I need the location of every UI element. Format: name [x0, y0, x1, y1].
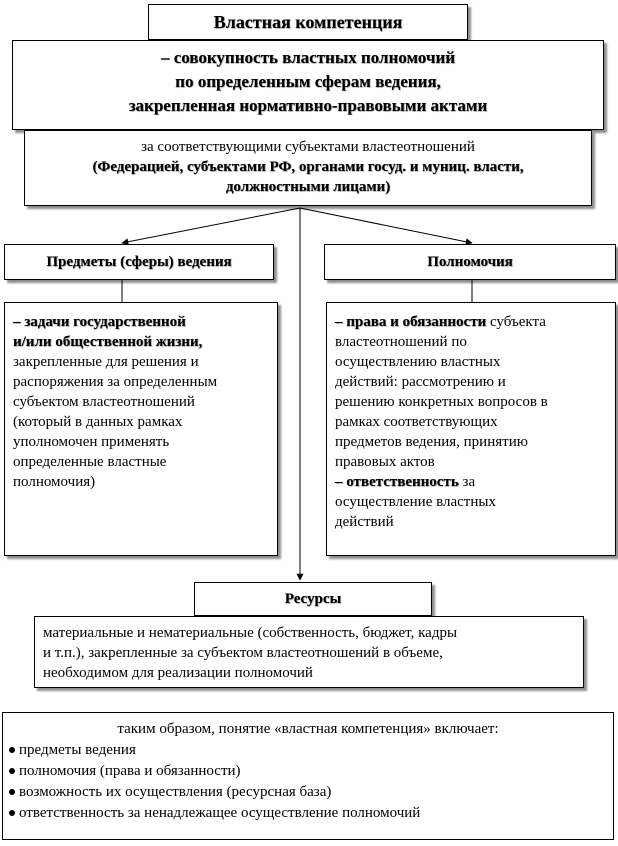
summary-item-3: возможность их осуществления (ресурсная база): [9, 782, 607, 803]
left-body-bold-2: и/или общественной жизни,: [13, 334, 203, 350]
right-body-line-3: действий: рассмотрению и: [335, 374, 506, 390]
title: Властная компетенция: [213, 12, 403, 32]
right-body-responsibility-tail: за: [458, 474, 476, 490]
right-body-rights-tail: субъекта: [486, 314, 546, 330]
left-body-bold-1: – задачи государственной: [13, 314, 186, 330]
resources-body-box: [34, 616, 584, 688]
bullet-icon: [9, 789, 15, 795]
bullet-icon: [9, 810, 15, 816]
left-body-line-6: определенные властные: [13, 454, 167, 470]
subjects-line-1: за соответствующими субъектами властеотношений: [141, 139, 475, 155]
right-body-line-6: предметов ведения, принятию: [335, 434, 528, 450]
left-body-line-2: распоряжения за определенным: [13, 374, 218, 390]
right-header: Полномочия: [427, 254, 513, 270]
right-body-line-8: осуществление властных: [335, 494, 496, 510]
bullet-icon: [9, 768, 15, 774]
summary-item-4: ответственность за ненадлежащее осуществление полномочий: [9, 803, 607, 824]
right-body-box: [326, 302, 616, 556]
definition-box: [12, 40, 604, 130]
title-box: [148, 4, 468, 40]
arrow-to-left-header: [122, 208, 300, 243]
left-body-line-7: полномочия): [13, 474, 96, 490]
bullet-icon: [9, 747, 15, 753]
summary-item-1: предметы ведения: [9, 740, 607, 761]
right-body-line-1: властеотношений по: [335, 334, 467, 350]
right-body-responsibility-bold: – ответственность: [335, 474, 459, 490]
right-body-line-2: осуществлению властных: [335, 354, 501, 370]
left-header: Предметы (сферы) ведения: [46, 254, 232, 270]
subjects-box: [24, 130, 592, 206]
definition-line-2: по определенным сферам ведения,: [175, 72, 441, 91]
left-body-line-5: уполномочен применять: [13, 434, 170, 450]
left-body-line-4: (который в данных рамках: [13, 414, 183, 430]
summary-intro: таким образом, понятие «властная компетенция» включает:: [117, 721, 499, 737]
resources-line-1: материальные и нематериальные (собственность, бюджет, кадры: [43, 625, 458, 641]
right-header-box: [324, 244, 616, 280]
resources-header: Ресурсы: [284, 591, 342, 607]
right-body-line-4: решению конкретных вопросов в: [335, 394, 548, 410]
definition-line-3: закрепленная нормативно-правовыми актами: [128, 96, 488, 115]
right-body-rights-bold: – права и обязанности: [335, 314, 487, 330]
arrow-to-right-header: [300, 208, 472, 243]
summary-item-2: полномочия (права и обязанности): [9, 761, 607, 782]
definition-line-1: – совокупность властных полномочий: [160, 48, 456, 67]
summary-box: [2, 712, 614, 840]
left-body-line-1: закрепленные для решения и: [13, 354, 199, 370]
resources-header-box: [194, 582, 432, 616]
right-body-line-5: рамках соответствующих: [335, 414, 498, 430]
subjects-line-2: (Федерацией, субъектами РФ, органами госуд. и муниц. власти,: [92, 159, 524, 175]
resources-line-3: необходимом для реализации полномочий: [43, 665, 313, 681]
left-header-box: [4, 244, 274, 280]
subjects-line-3: должностными лицами): [225, 179, 391, 195]
left-body-box: [4, 302, 278, 556]
resources-line-2: и т.п.), закрепленные за субъектом властеотношений в объеме,: [43, 645, 443, 661]
right-body-line-9: действий: [335, 514, 394, 530]
right-body-line-7: правовых актов: [335, 454, 435, 470]
left-body-line-3: субъектом властеотношений: [13, 394, 195, 410]
